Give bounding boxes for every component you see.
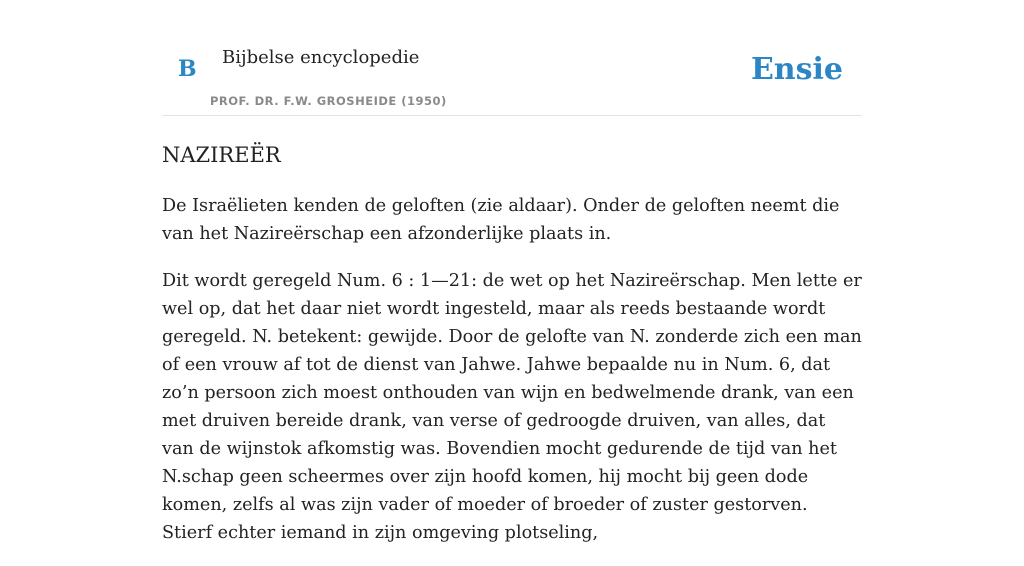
header — [162, 0, 862, 116]
encyclopedia-logo[interactable]: B — [178, 56, 197, 82]
article-paragraph: Dit wordt geregeld Num. 6 : 1—21: de wet op het Nazireërschap. Men lette er wel op, dat het daar niet wordt ingesteld, maar als reeds bestaande wordt geregeld. N. betekent: gewijde. Door de gelofte van N. zonderde zich een man of een vrouw af tot de dienst van Jahwe. Jahwe bepaalde nu in Num. 6, dat zo’n persoon zich moest onthouden van wijn en bedwelmende drank, van een met druiven bereide drank, van verse of gedroogde druiven, van alles, dat van de wijnstok afkomstig was. Bovendien mocht gedurende de tijd van het N.schap geen scheermes over zijn hoofd komen, hij mocht bij geen dode komen, zelfs al was zijn vader of moeder of broeder of zuster gestorven. Stierf echter iemand in zijn omgeving plotseling, — [162, 271, 862, 543]
encyclopedia-author: PROF. DR. F.W. GROSHEIDE (1950) — [210, 94, 447, 108]
article-body — [162, 192, 862, 566]
brand-logo[interactable]: Ensie — [750, 52, 843, 87]
page — [162, 0, 862, 543]
article-paragraph: De Israëlieten kenden de geloften (zie aldaar). Onder de geloften neemt die van het Nazireërschap een afzonderlijke plaats in. — [162, 196, 840, 244]
article-title: NAZIREËR — [162, 143, 281, 167]
encyclopedia-title[interactable]: Bijbelse encyclopedie — [222, 47, 420, 68]
